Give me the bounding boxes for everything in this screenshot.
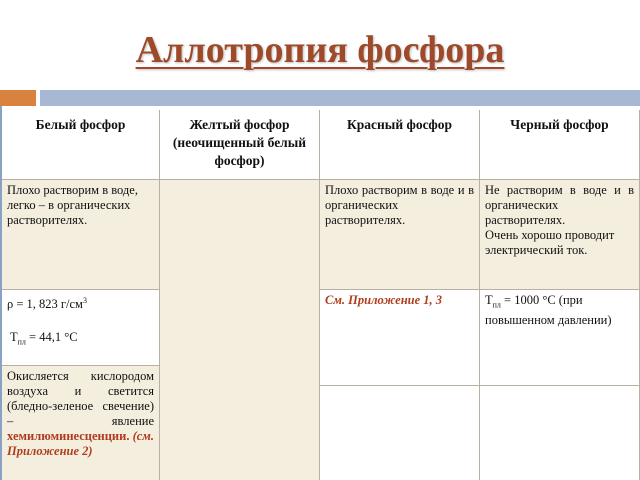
chemiluminescence-term: хемилюминесценции. [7, 429, 130, 443]
red-appendix-cell [320, 290, 480, 386]
yellow-empty-cell [160, 180, 320, 480]
black-properties-cell [480, 180, 640, 290]
page-title: Аллотропия фосфора [135, 29, 505, 71]
blue-accent-bar [40, 90, 640, 106]
red-solubility-cell [320, 180, 480, 290]
header-yellow-phosphorus: Желтый фосфор (неочищенный белый фосфор) [160, 110, 320, 180]
black-melting-point: = 1000 °С (при повышенном давлении) [485, 293, 612, 327]
white-solubility-text: Плохо растворим в воде, легко – в органических растворителях. [7, 183, 138, 227]
red-empty-cell [320, 386, 480, 480]
black-melting-point-cell: $T_{пл} = 1000$ °С (при повышенном давлении) [480, 290, 640, 386]
black-empty-cell [480, 386, 640, 480]
white-appendix-ref: (см. Приложение 2) [7, 429, 154, 458]
white-oxidation-text: Окисляется кислородом воздуха и светится (бледно-зеленое свечение) – явление [7, 369, 154, 428]
white-melting-point: $T_{пл} = 44,1$ °С [10, 330, 78, 347]
red-solubility-text: Плохо растворим в воде и в органических растворителях. [325, 183, 474, 227]
white-oxidation-cell [2, 366, 160, 480]
allotropy-table [2, 110, 640, 480]
black-solubility-text: Не растворим в воде и в органических растворителях. [485, 183, 634, 227]
header-white-phosphorus: Белый фосфор [2, 110, 160, 180]
red-appendix-ref: См. Приложение 1, 3 [325, 293, 443, 307]
header-black-phosphorus: Черный фосфор [480, 110, 640, 180]
white-properties-cell [2, 290, 160, 366]
header-red-phosphorus: Красный фосфор [320, 110, 480, 180]
orange-accent-bar [0, 90, 36, 106]
white-density: ρ = 1, 823 $г/см^3$ [7, 296, 87, 312]
black-conductivity-text: Очень хорошо проводит электрический ток. [485, 228, 615, 257]
white-solubility-cell [2, 180, 160, 290]
